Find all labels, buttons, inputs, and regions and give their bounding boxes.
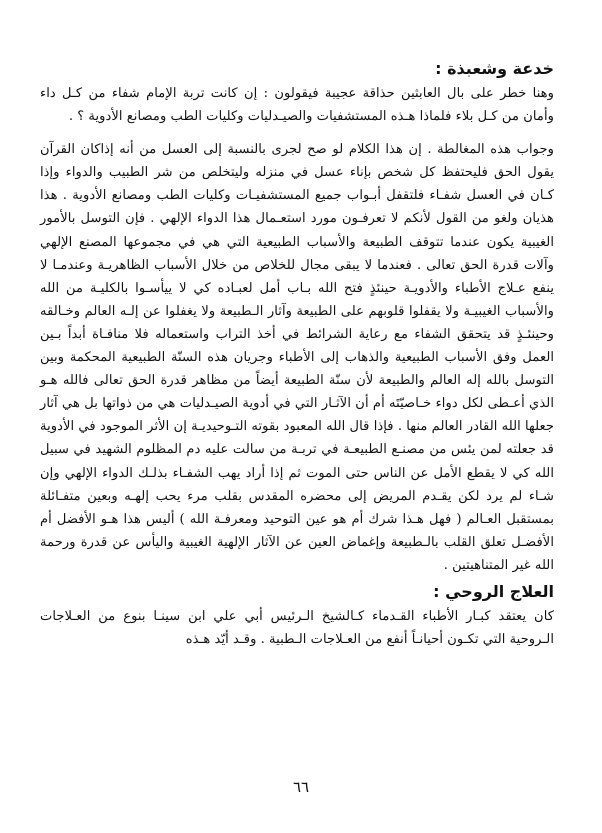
page-number: ٦٦	[292, 778, 310, 796]
paragraph-answer: وجواب هذه المغالطة . إن هذا الكلام لو صح لجرى بالنسبة إلى العسل من أنه إذاكان القرآن يقول الحق فليحتفظ كل شخص بإناء عسل في منزله وليتخلص من شر الطبيب والدواء وإذا كـان في العسل شفـاء فلتقفل أبـواب جميع المستشفيـات وكليات الطب ومصانع الأدوية . هذا هذيان ولغو من القول لأنكم لا تعرفـون مورد استعـمال هذا الدواء الإلهي . فإن التوسل بالأمور الغيبية يكون عندما تتوقف الطبيعة والأسباب الطبيعية التي هي في مجموعها المصنع الإلهي وآلات قدرة الحق تعالى . فعندما لا يبقى مجال للخلاص من خلال الأسباب الظاهريـة وعندمـا لا ينفع عـلاج الأطباء والأدويـة حينئذٍ فتح الله بـاب أمل لعبـاده كي لا ييأسـوا بالكليـة من الله والأسباب الغيبيـة ولا يقفلوا قلوبهم على الطبيعة وآثار الـطبيعة ولا يغفلوا عن إلـه العالم وخـالقه وحينئـذٍ قد يتحقق الشفاء مع رعاية الشرائط في أخذ التراب واستعماله فلا منافـاة أبداً بـين العمل وفق الأسباب الطبيعية والذهاب إلى الأطباء وجريان هذه السنّة الطبيعية المحكمة وبين التوسل بالله إله العالم والطبيعة لأن سنّة الطبيعة أيضاً من مظاهر قدرة الحق تعالى فالله هـو الذي أعـطى لكل دواء خـاصيّتَه أم أن الآثـار التي في أدوية الصيـدليات هي من ذواتها بل هي آثار جعلها الله القادر العالم منها . فإذا قال الله المعبود بقوته التـوحيديـة إن الأثر الموجود في الأدوية قد جعلته لمن يئس من مصنـع الطبيعـة في تربـة من سالت عليه دم المظلوم الشهيد في سبيل الله كي لا يقطع الأمل عن الناس حتى الموت ثم إذا أراد يهب الشفـاء بذلـك الدواء الإلهي وإن شـاء لم يرد لكن يقـدم المريض إلى محضره المقدس بقلب مرء يحب إلهـه وبعين متفـائلة بمستقبل العـالم ( فهل هـذا شرك أم هو عين التوحيد ومعرفـة الله ) أليس هذا هـو الأفضل أم الأفضـل تعلق القلب بالـطبيعة وإغماض العين عن الآثار الإلهية الغيبية واليأس عن قدرة ورحمة الله غير المتناهيتين .	[40, 142, 554, 573]
paragraph-gap	[40, 128, 554, 138]
section-heading-deception: خدعة وشعبذة :	[435, 59, 554, 78]
paragraph-question: وهنا خطر على بال العابثين حذاقة عجيبة فيقولون : إن كانت تربة الإمام شفاء من كـل داء وأمان من كـل بلاء فلماذا هـذه المستشفيات والصيـدليات وكليات الطب ومصانع الأدوية ؟ .	[40, 86, 554, 125]
paragraph-spiritual-treatment: كان يعتقد كبـار الأطباء القـدماء كـالشيخ الـرئيس أبي علي ابن سينـا بنوع من العـلاجات الـروحية التي تكـون أحيانـاً أنفع من العـلاجات الـطبية . وقـد أيّد هـذه	[40, 608, 554, 648]
section-heading-spiritual-treatment: العلاج الروحي :	[433, 581, 554, 601]
